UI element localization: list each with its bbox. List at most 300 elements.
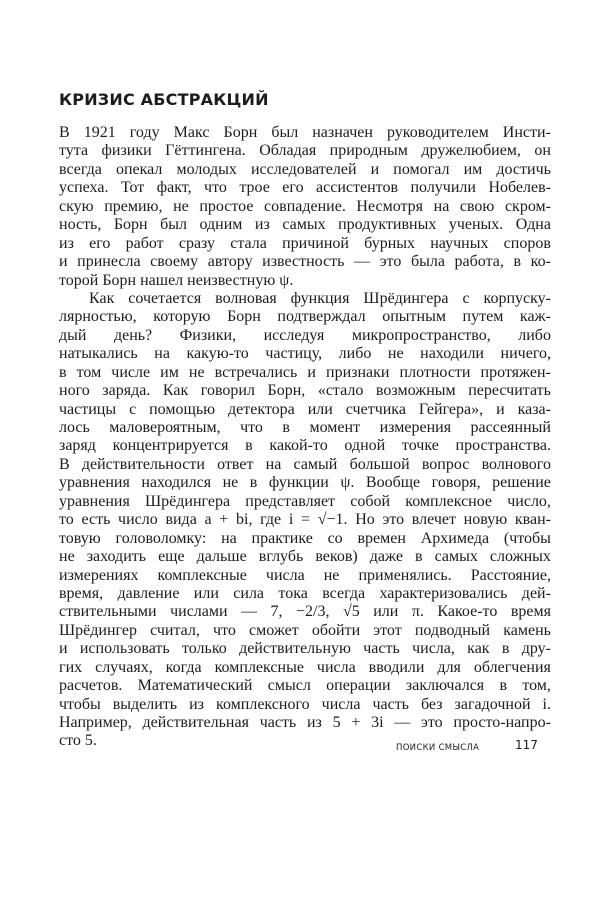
word: головоломку: xyxy=(115,529,207,547)
word: говорил xyxy=(200,382,255,400)
word: просто-напро- xyxy=(453,714,551,731)
word: исследователей xyxy=(250,160,357,178)
word: которую xyxy=(153,308,211,326)
word: был xyxy=(160,216,187,234)
word: Борн xyxy=(227,308,261,326)
word: или xyxy=(373,603,399,621)
word: момент xyxy=(309,419,361,436)
word: самых xyxy=(282,216,326,234)
word: Расстояние, xyxy=(470,566,551,584)
text-line xyxy=(59,364,551,382)
word: + xyxy=(219,511,229,529)
word: без xyxy=(420,695,443,713)
word: камень xyxy=(503,621,551,639)
word: только xyxy=(181,640,227,658)
word: с xyxy=(462,289,470,307)
word: 5 xyxy=(332,714,341,731)
word: 7, xyxy=(270,603,283,621)
word: числа xyxy=(265,566,305,584)
word: Вообще xyxy=(365,474,421,492)
word: не xyxy=(387,345,404,363)
word: из xyxy=(306,714,322,731)
word: — xyxy=(394,714,411,731)
word: со xyxy=(327,529,343,547)
word: 3i xyxy=(371,714,384,731)
word: ствительными xyxy=(59,603,157,621)
word: комплексное xyxy=(405,492,493,510)
word: Гейгера», xyxy=(418,400,484,418)
word: a xyxy=(204,511,212,529)
word: ассистентов xyxy=(316,179,398,197)
word: путем xyxy=(462,308,504,326)
word: Физики, xyxy=(179,326,237,344)
word: лось xyxy=(59,419,90,436)
word: научных xyxy=(430,234,489,252)
word: день? xyxy=(113,326,153,344)
word: уравнения xyxy=(59,492,130,510)
word: в xyxy=(59,363,67,381)
word: Одна xyxy=(515,216,551,234)
text-line xyxy=(59,272,551,290)
word: этот xyxy=(373,621,402,639)
text-line xyxy=(59,677,551,695)
word: Инсти- xyxy=(502,124,551,141)
word: природным xyxy=(329,142,408,160)
word: не xyxy=(173,197,189,215)
word: находили xyxy=(420,345,484,363)
word: Гёттингена. xyxy=(165,142,246,160)
word: скую xyxy=(59,197,94,215)
word: Шрёдингера xyxy=(145,492,231,510)
word: измерения xyxy=(379,419,452,436)
word: чтобы xyxy=(59,695,101,713)
word: Как xyxy=(162,382,189,400)
word: выделить xyxy=(112,695,178,713)
text-line xyxy=(59,511,551,529)
text-line xyxy=(59,493,551,511)
word: не xyxy=(323,566,340,584)
word: была xyxy=(410,253,445,271)
word: ψ. xyxy=(279,271,294,289)
word: какую-то xyxy=(186,345,249,363)
word: на xyxy=(154,345,170,363)
word: В xyxy=(59,124,70,141)
word: и xyxy=(307,363,316,381)
word: числе xyxy=(111,363,151,381)
word: маловероятным, xyxy=(109,419,221,436)
word: заряд xyxy=(59,437,96,455)
word: ного xyxy=(59,382,90,400)
word: принесла xyxy=(77,253,141,271)
word: совпадение. xyxy=(264,197,346,215)
word: обойти xyxy=(311,621,361,639)
text-line xyxy=(59,308,551,326)
text-line xyxy=(59,419,551,437)
word: кван- xyxy=(514,511,551,529)
word: новую xyxy=(463,511,508,529)
word: товую xyxy=(59,529,101,547)
text-line xyxy=(59,142,551,160)
word: Как xyxy=(89,289,115,307)
word: — xyxy=(241,603,258,621)
word: неизвестную xyxy=(187,271,280,289)
word: какой-то xyxy=(269,437,328,455)
word: функция xyxy=(290,289,350,307)
word: в xyxy=(501,640,510,658)
word: волнового xyxy=(481,455,551,473)
word: √5 xyxy=(342,603,360,621)
text-line xyxy=(59,640,551,658)
word: тока xyxy=(278,584,308,602)
word: комплексные xyxy=(214,658,304,676)
word: на xyxy=(433,197,450,215)
word: сила xyxy=(233,584,265,602)
word: с xyxy=(129,400,137,418)
word: дей- xyxy=(521,584,551,602)
word: Но xyxy=(355,511,375,529)
text-line xyxy=(59,235,551,253)
word: 5. xyxy=(84,732,97,750)
word: частицы xyxy=(59,400,117,418)
word: известность xyxy=(262,253,345,271)
text-line xyxy=(59,253,551,271)
word: = xyxy=(300,511,311,529)
word: каза- xyxy=(517,400,551,418)
word: плотности xyxy=(399,363,471,381)
word: Шрёдингера xyxy=(363,289,449,307)
word: пересчитать xyxy=(468,382,551,400)
text-line xyxy=(59,567,551,585)
word: торой xyxy=(59,271,103,289)
text-line xyxy=(59,198,551,216)
word: часть xyxy=(259,714,297,731)
word: помощью xyxy=(149,400,216,418)
word: Борн xyxy=(223,124,258,141)
word: операции xyxy=(326,677,391,695)
word: из xyxy=(59,234,74,252)
word: + xyxy=(351,714,361,731)
word: даже xyxy=(369,548,403,566)
word: действительная xyxy=(142,714,249,731)
word: представляет xyxy=(245,492,336,510)
text-line xyxy=(59,530,551,548)
word: решение xyxy=(492,474,551,492)
word: дру- xyxy=(521,640,551,658)
word: свою xyxy=(459,197,495,215)
word: числами xyxy=(170,603,228,621)
word: Математический xyxy=(137,677,253,695)
word: заключался xyxy=(405,677,485,695)
word: том xyxy=(76,363,102,381)
text-line xyxy=(59,216,551,234)
word: натыкались xyxy=(59,345,138,363)
word: ψ. xyxy=(340,474,355,492)
word: ничего, xyxy=(500,345,551,363)
word: получили xyxy=(410,179,476,197)
word: время xyxy=(510,603,551,621)
word: его xyxy=(89,234,111,252)
word: руководителем xyxy=(387,124,489,141)
word: сто xyxy=(59,732,85,750)
word: факт, xyxy=(156,179,192,197)
word: не xyxy=(188,363,205,381)
running-footer-title: ПОИСКИ СМЫСЛА xyxy=(396,743,480,753)
word: это xyxy=(382,511,405,529)
text-line xyxy=(59,124,551,142)
word: есть xyxy=(81,511,111,529)
word: опытным xyxy=(382,308,446,326)
word: всегда xyxy=(322,584,366,602)
word: причиной xyxy=(282,234,349,252)
word: одной xyxy=(344,437,386,455)
word: им xyxy=(463,160,483,178)
word: микропространство, xyxy=(351,326,491,344)
word: это xyxy=(379,253,402,271)
word: π. xyxy=(411,603,424,621)
word: заходить xyxy=(86,548,147,566)
word: был xyxy=(271,124,299,141)
word: число, xyxy=(507,492,551,510)
word: времен xyxy=(357,529,406,547)
word: и xyxy=(59,253,68,271)
word: характеризовались xyxy=(379,584,508,602)
word: смысл xyxy=(267,677,311,695)
word: числа xyxy=(321,695,361,713)
word: стала xyxy=(230,234,267,252)
word: на xyxy=(221,529,237,547)
word: сложных xyxy=(489,548,551,566)
word: уравнения xyxy=(59,474,130,492)
word: споров xyxy=(503,234,551,252)
word: волновая xyxy=(215,289,277,307)
word: самых xyxy=(434,548,478,566)
text-line xyxy=(59,345,551,363)
word: применялись. xyxy=(358,566,452,584)
word: в xyxy=(245,437,253,455)
word: признаки xyxy=(326,363,390,381)
word: где xyxy=(260,511,282,529)
word: подтверждал xyxy=(277,308,366,326)
word: из xyxy=(254,216,270,234)
word: счетчика xyxy=(345,400,406,418)
word: облегчения xyxy=(473,658,551,676)
word: вопрос xyxy=(421,455,470,473)
text-line xyxy=(59,161,551,179)
word: дальше xyxy=(196,548,247,566)
word: помогал xyxy=(393,160,450,178)
word: в xyxy=(414,548,423,566)
word: большой xyxy=(349,455,410,473)
word: числа xyxy=(316,658,356,676)
word: рассеянный xyxy=(470,419,551,436)
word: не xyxy=(222,474,239,492)
word: премию, xyxy=(104,197,163,215)
word: √−1. xyxy=(317,511,348,529)
text-line xyxy=(59,474,551,492)
word: комплексного xyxy=(216,695,310,713)
word: еще xyxy=(158,548,185,566)
word: сочетается xyxy=(128,289,202,307)
section-heading: КРИЗИС АБСТРАКЦИЙ xyxy=(59,90,269,109)
word: вводили xyxy=(368,658,425,676)
word: либо xyxy=(518,326,551,344)
word: действительности xyxy=(81,455,205,473)
word: каж- xyxy=(519,308,551,326)
word: Архимеда xyxy=(420,529,490,547)
word: в xyxy=(499,677,508,695)
word: находился xyxy=(141,474,212,492)
word: достичь xyxy=(496,160,551,178)
word: функции xyxy=(268,474,329,492)
word: подводный xyxy=(414,621,491,639)
word: корпуску- xyxy=(483,289,551,307)
word: Борн xyxy=(113,216,148,234)
word: Борн, xyxy=(267,382,306,400)
word: Борн xyxy=(102,271,141,289)
text-line xyxy=(59,585,551,603)
word: автору xyxy=(207,253,253,271)
word: Нобелев- xyxy=(488,179,551,197)
word: 1921 xyxy=(83,124,116,141)
word: самый xyxy=(293,455,338,473)
word: как xyxy=(467,640,490,658)
word: том, xyxy=(522,677,551,695)
word: для xyxy=(437,658,461,676)
word: заряда. xyxy=(102,382,151,400)
word: что xyxy=(204,179,227,197)
text-line xyxy=(59,401,551,419)
text-line xyxy=(59,659,551,677)
text-line xyxy=(59,714,551,732)
word: давление xyxy=(117,584,180,602)
word: скром- xyxy=(504,197,551,215)
text-line xyxy=(59,548,551,566)
word: практике xyxy=(251,529,313,547)
word: веков) xyxy=(315,548,358,566)
word: лярностью, xyxy=(59,308,137,326)
word: и xyxy=(59,640,68,658)
word: часть xyxy=(372,695,409,713)
word: его xyxy=(282,179,304,197)
word: пространства. xyxy=(455,437,551,455)
word: вида xyxy=(165,511,197,529)
text-line xyxy=(59,456,551,474)
word: дружелюбием, xyxy=(421,142,521,160)
word: Обладая xyxy=(259,142,317,160)
word: Несмотря xyxy=(356,197,424,215)
word: это xyxy=(421,714,443,731)
word: (чтобы xyxy=(503,529,551,547)
word: считал, xyxy=(150,621,200,639)
word: успеха. xyxy=(59,179,109,197)
word: на xyxy=(265,455,282,473)
word: когда xyxy=(165,658,202,676)
word: сразу xyxy=(178,234,216,252)
page-number: 117 xyxy=(515,738,538,752)
text-line xyxy=(59,382,551,400)
word: и xyxy=(496,400,505,418)
word: им xyxy=(160,363,179,381)
word: и xyxy=(370,160,380,178)
word: действительную xyxy=(239,640,351,658)
word: время, xyxy=(59,584,104,602)
word: концентрируется xyxy=(112,437,229,455)
text-line xyxy=(59,179,551,197)
word: либо xyxy=(338,345,372,363)
word: случаях, xyxy=(95,658,153,676)
word: он xyxy=(534,142,551,160)
word: или xyxy=(193,584,219,602)
word: говоря, xyxy=(431,474,481,492)
word: В xyxy=(59,455,70,473)
word: в xyxy=(282,419,290,436)
word: то xyxy=(59,511,74,529)
word: опекал xyxy=(115,160,163,178)
word: ко- xyxy=(530,253,551,271)
word: Какое-то xyxy=(437,603,498,621)
word: назначен xyxy=(312,124,373,141)
word: нашел xyxy=(140,271,188,289)
word: протяжен- xyxy=(480,363,551,381)
word: bi, xyxy=(236,511,253,529)
word: в xyxy=(513,253,522,271)
word: i. xyxy=(542,695,551,713)
word: работа, xyxy=(454,253,504,271)
word: «стало xyxy=(317,382,364,400)
body-text xyxy=(59,124,551,751)
word: вглубь xyxy=(258,548,304,566)
word: Например, xyxy=(59,714,132,731)
word: или xyxy=(307,400,333,418)
word: частицу, xyxy=(265,345,323,363)
word: −2/3, xyxy=(296,603,330,621)
word: тута xyxy=(59,142,89,160)
text-line xyxy=(59,696,551,714)
word: влечет xyxy=(411,511,456,529)
word: часть xyxy=(363,640,400,658)
word: i xyxy=(288,511,294,529)
word: измерениях xyxy=(59,566,139,584)
text-line xyxy=(59,290,551,308)
text-line xyxy=(59,437,551,455)
word: использовать xyxy=(79,640,170,658)
word: дый xyxy=(59,326,87,344)
word: бурных xyxy=(364,234,416,252)
word: числа, xyxy=(412,640,455,658)
word: загадочной xyxy=(454,695,531,713)
word: трое xyxy=(239,179,270,197)
word: собой xyxy=(350,492,391,510)
text-line xyxy=(59,603,551,621)
word: число xyxy=(118,511,158,529)
word: физики xyxy=(101,142,152,160)
word: комплексные xyxy=(157,566,247,584)
word: одним xyxy=(199,216,243,234)
word: что xyxy=(213,621,236,639)
word: — xyxy=(354,253,371,271)
word: ность, xyxy=(59,216,102,234)
word: Макс xyxy=(173,124,210,141)
word: расчетов. xyxy=(59,677,123,695)
word: своему xyxy=(150,253,199,271)
word: точке xyxy=(401,437,439,455)
text-line xyxy=(59,327,551,345)
word: не xyxy=(59,548,75,566)
word: продуктивных xyxy=(338,216,437,234)
word: детектора xyxy=(228,400,295,418)
word: работ xyxy=(125,234,164,252)
word: гих xyxy=(59,658,83,676)
